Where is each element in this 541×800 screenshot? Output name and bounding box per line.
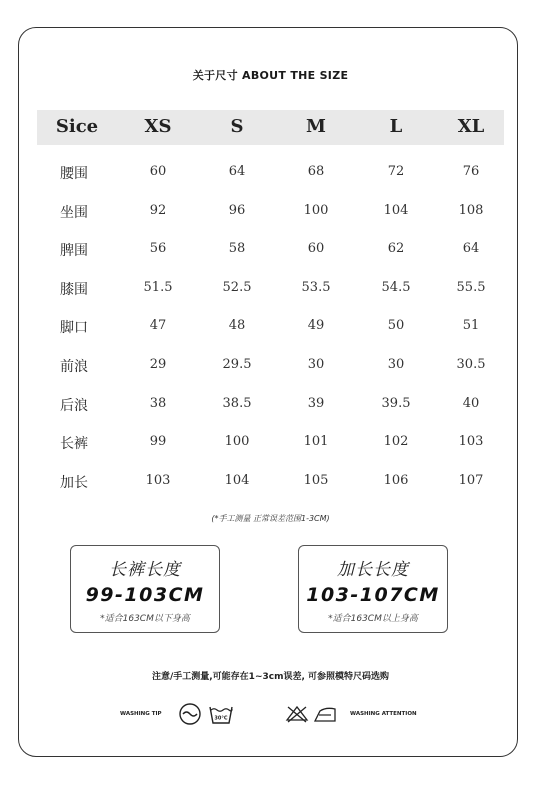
row-label: 加长 — [60, 474, 88, 491]
regular-length-range: 99-103CM — [85, 584, 205, 606]
table-cell: 104 — [383, 202, 409, 218]
table-cell: 52.5 — [222, 279, 252, 295]
measurement-note: (*手工测量 正常误差范围1-3CM) — [211, 514, 330, 523]
row-label: 长裤 — [60, 436, 88, 453]
table-cell: 30 — [387, 357, 405, 372]
page-title: 关于尺寸 ABOUT THE SIZE — [192, 69, 349, 82]
washing-tip-label: WASHING TIP — [120, 711, 162, 717]
wash-temp-label: 30°C — [214, 715, 228, 722]
table-cell: 48 — [228, 318, 246, 334]
long-length-height: *适合163CM以上身高 — [328, 614, 418, 624]
row-label: 后浪 — [60, 397, 88, 414]
row-label: 腰围 — [60, 166, 88, 182]
regular-length-title: 长裤长度 — [109, 560, 181, 580]
table-cell: 51.5 — [143, 279, 173, 295]
table-cell: 101 — [303, 434, 329, 450]
table-cell: 92 — [149, 202, 167, 218]
table-cell: 29.5 — [222, 357, 252, 372]
table-cell: 58 — [228, 241, 246, 257]
table-cell: 96 — [228, 202, 246, 218]
no-iron-icon — [312, 703, 338, 725]
table-cell: 38.5 — [222, 395, 252, 411]
no-bleach-icon — [284, 703, 310, 725]
table-cell: 103 — [458, 434, 484, 450]
table-cell: 99 — [149, 434, 167, 450]
table-cell: 56 — [149, 241, 167, 257]
table-cell: 39 — [307, 395, 325, 411]
long-length-title: 加长长度 — [337, 560, 409, 580]
hand-wash-icon — [178, 703, 202, 725]
size-table-header — [37, 110, 504, 145]
table-cell: 103 — [145, 472, 171, 488]
table-cell: 54.5 — [381, 279, 411, 295]
table-cell: 64 — [228, 164, 246, 179]
table-cell: 108 — [458, 202, 484, 218]
header-m: M — [306, 116, 326, 137]
table-cell: 49 — [307, 318, 325, 334]
table-cell: 72 — [387, 164, 405, 179]
regular-length-height: *适合163CM以下身高 — [100, 614, 190, 624]
header-xl: XL — [457, 116, 485, 137]
table-cell: 60 — [149, 164, 167, 179]
regular-length-box — [70, 545, 220, 633]
table-cell: 102 — [383, 434, 409, 450]
table-cell: 47 — [149, 318, 167, 334]
table-cell: 62 — [387, 241, 405, 257]
table-cell: 50 — [387, 318, 405, 334]
table-cell: 64 — [462, 241, 480, 257]
table-cell: 29 — [149, 357, 167, 372]
table-cell: 106 — [383, 472, 409, 488]
header-xs: XS — [144, 116, 172, 137]
header-size-label: Sice — [55, 116, 99, 137]
washing-attention-label: WASHING ATTENTION — [350, 711, 417, 717]
table-cell: 104 — [224, 472, 250, 488]
row-label: 膝围 — [60, 281, 88, 298]
table-cell: 53.5 — [301, 279, 331, 295]
attention-note: 注意/手工测量,可能存在1~3cm误差, 可参照模特尺码选购 — [151, 672, 390, 682]
table-cell: 107 — [458, 472, 484, 488]
wash-30-icon — [208, 703, 234, 725]
table-cell: 100 — [303, 202, 329, 218]
row-label: 脾围 — [60, 243, 88, 260]
table-cell: 51 — [462, 318, 480, 334]
row-label: 坐围 — [60, 204, 88, 221]
table-cell: 105 — [303, 472, 329, 488]
table-cell: 100 — [224, 434, 250, 450]
table-cell: 30 — [307, 357, 325, 372]
header-s: S — [230, 116, 244, 137]
row-label: 脚口 — [60, 320, 88, 337]
long-length-box — [298, 545, 448, 633]
table-cell: 40 — [462, 395, 480, 411]
table-cell: 76 — [462, 164, 480, 179]
table-cell: 68 — [307, 164, 325, 179]
table-cell: 30.5 — [456, 357, 486, 372]
table-cell: 39.5 — [381, 395, 411, 411]
table-cell: 55.5 — [456, 279, 486, 295]
table-cell: 38 — [149, 395, 167, 411]
header-l: L — [389, 116, 403, 137]
table-cell: 60 — [307, 241, 325, 257]
row-label: 前浪 — [60, 359, 88, 375]
long-length-range: 103-107CM — [306, 584, 440, 606]
